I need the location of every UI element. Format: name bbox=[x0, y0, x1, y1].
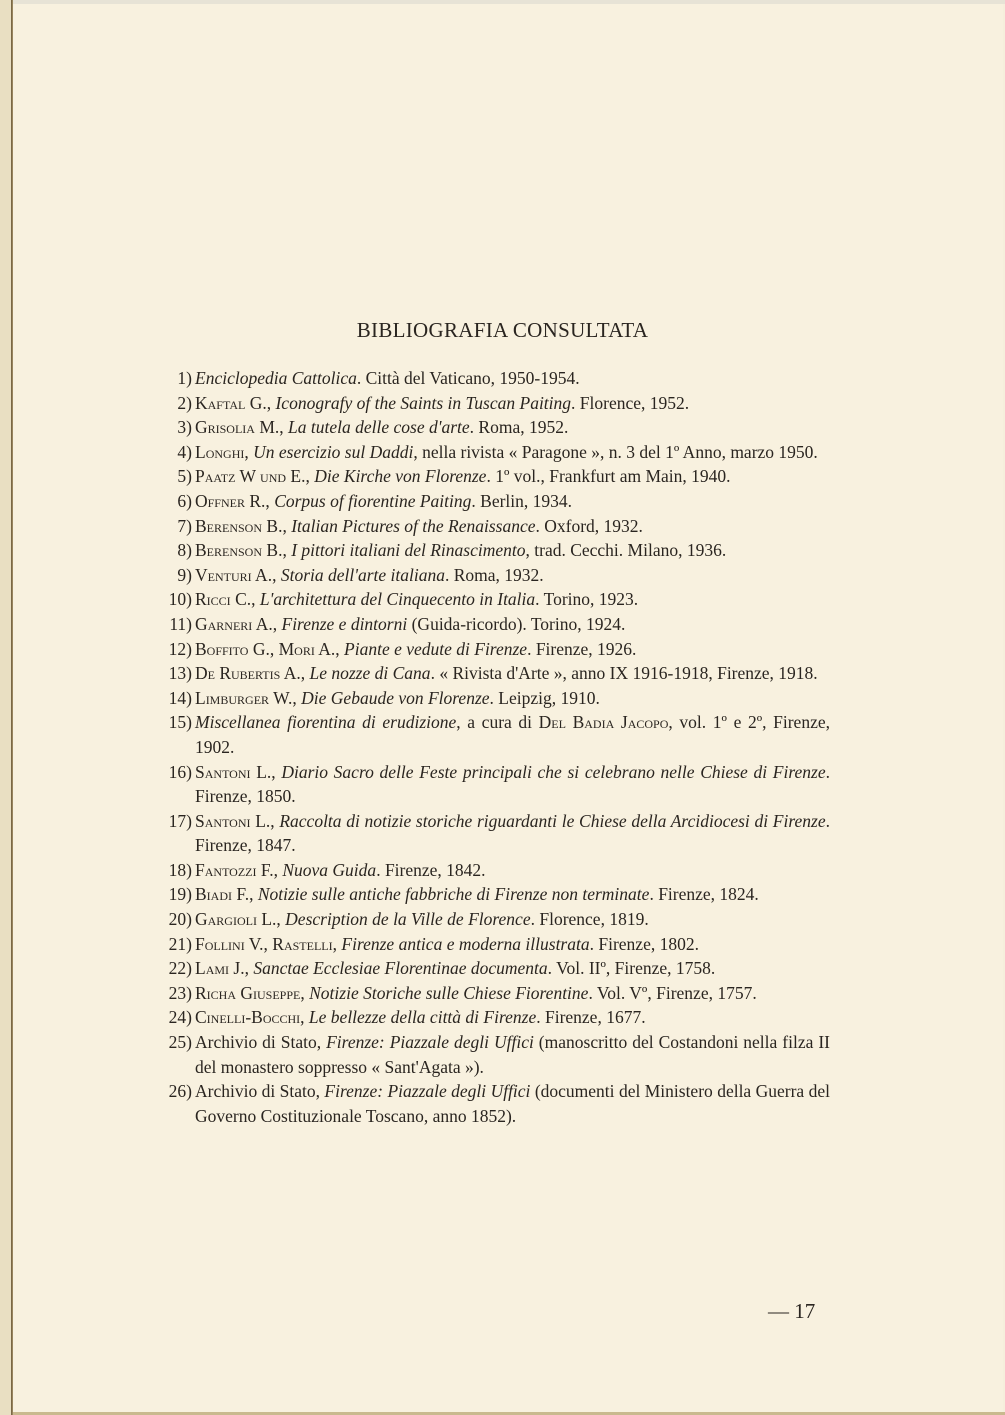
entry-text: , a cura di bbox=[456, 712, 539, 733]
entry-author: Fantozzi bbox=[195, 859, 257, 880]
entry-number: 2) bbox=[177, 392, 192, 413]
entry-title: Firenze antica e moderna illustrata bbox=[341, 933, 590, 954]
entry-text: . Roma, 1932. bbox=[445, 564, 544, 585]
entry-title: Description de la Ville de Florence bbox=[285, 909, 531, 930]
entry-text: . Torino, 1923. bbox=[535, 589, 639, 610]
entry-title: Le nozze di Cana bbox=[309, 663, 431, 684]
entry-text: E., bbox=[286, 466, 315, 487]
bibliography-entry bbox=[150, 563, 830, 588]
bibliography-entry bbox=[150, 1030, 830, 1079]
bibliography-entry bbox=[150, 489, 830, 514]
entry-number: 16) bbox=[168, 761, 192, 782]
entry-number: 23) bbox=[168, 982, 192, 1003]
entry-number: 12) bbox=[168, 638, 192, 659]
entry-title: Italian Pictures of the Renaissance bbox=[291, 515, 536, 536]
bibliography-entry bbox=[150, 686, 830, 711]
entry-number: 7) bbox=[177, 515, 192, 536]
bibliography-entry bbox=[150, 661, 830, 686]
entry-author: Limburger bbox=[195, 687, 270, 708]
bibliography-list bbox=[150, 366, 830, 1128]
entry-author: Garneri bbox=[195, 613, 253, 634]
entry-number: 9) bbox=[177, 564, 192, 585]
entry-title: Enciclopedia Cattolica bbox=[195, 368, 357, 388]
entry-number: 17) bbox=[168, 810, 192, 831]
entry-text: (Guida-ricordo). Torino, 1924. bbox=[407, 613, 626, 634]
entry-author: Offner bbox=[195, 490, 245, 511]
entry-author: und bbox=[260, 466, 287, 487]
entry-number: 8) bbox=[177, 540, 192, 561]
entry-text: . Oxford, 1932. bbox=[535, 515, 643, 536]
entry-author: Rastelli bbox=[272, 933, 333, 954]
bibliography-entry bbox=[150, 858, 830, 883]
entry-title: Storia dell'arte italiana bbox=[280, 564, 445, 585]
entry-text: . Firenze, 1850. bbox=[195, 761, 830, 807]
bibliography-entry bbox=[150, 932, 830, 957]
entry-text: . Firenze, 1824. bbox=[649, 884, 759, 905]
entry-text: J., bbox=[229, 958, 254, 979]
entry-text: , vol. 1º e 2º, Firenze, 1902. bbox=[195, 712, 830, 757]
entry-title: Le bellezze della città di Firenze bbox=[308, 1007, 537, 1028]
entry-text: . Firenze, 1677. bbox=[536, 1007, 646, 1028]
entry-author: De Rubertis bbox=[195, 663, 281, 684]
entry-number: 1) bbox=[177, 368, 192, 388]
entry-number: 21) bbox=[168, 933, 192, 954]
entry-author: Berenson bbox=[195, 540, 263, 561]
bibliography-entry bbox=[150, 612, 830, 637]
entry-text: . Vol. IIº, Firenze, 1758. bbox=[547, 958, 716, 979]
entry-text: . Vol. Vº, Firenze, 1757. bbox=[588, 982, 757, 1003]
entry-text: V., bbox=[244, 933, 273, 954]
entry-text: . Berlin, 1934. bbox=[471, 490, 573, 511]
bibliography-entry bbox=[150, 391, 830, 416]
entry-title: Raccolta di notizie storiche riguardanti le Chiese della Arcidiocesi di Firenze bbox=[279, 810, 826, 831]
entry-title: Notizie sulle antiche fabbriche di Firenze non terminate bbox=[257, 884, 650, 905]
entry-number: 5) bbox=[177, 466, 192, 487]
entry-number: 25) bbox=[168, 1032, 192, 1053]
entry-text: . Firenze, 1847. bbox=[195, 810, 830, 856]
entry-number: 18) bbox=[168, 859, 192, 880]
entry-title: Un esercizio sul Daddi bbox=[253, 441, 414, 462]
entry-author: Berenson bbox=[195, 515, 263, 536]
entry-text: , bbox=[244, 441, 254, 462]
bibliography-entry bbox=[150, 440, 830, 465]
entry-title: Notizie Storiche sulle Chiese Fiorentine bbox=[309, 982, 589, 1003]
entry-author: Boffito bbox=[195, 638, 249, 659]
entry-text: L., bbox=[256, 909, 286, 930]
entry-author: Kaftal bbox=[195, 392, 246, 413]
binding-strip bbox=[0, 0, 11, 1415]
entry-author: Biadi bbox=[195, 884, 232, 905]
entry-text: A., bbox=[314, 638, 345, 659]
entry-title: Sanctae Ecclesiae Florentinae documenta bbox=[253, 958, 548, 979]
entry-title: L'architettura del Cinquecento in Italia bbox=[259, 589, 536, 610]
entry-author: Gargioli bbox=[195, 909, 257, 930]
entry-text: F., bbox=[256, 859, 283, 880]
entry-text: , bbox=[300, 1007, 309, 1028]
bibliography-entry bbox=[150, 464, 830, 489]
entry-text: F., bbox=[232, 884, 258, 905]
entry-title: Piante e vedute di Firenze bbox=[344, 638, 528, 659]
bibliography-entry bbox=[150, 907, 830, 932]
entry-number: 22) bbox=[168, 958, 192, 979]
entry-author: Venturi bbox=[195, 564, 252, 585]
entry-author: Ricci bbox=[195, 589, 231, 610]
entry-title: Firenze: Piazzale degli Uffici bbox=[324, 1081, 531, 1102]
entry-author: Cinelli-Bocchi bbox=[195, 1007, 301, 1028]
bibliography-entry bbox=[150, 1005, 830, 1030]
entry-text: G., bbox=[245, 392, 276, 413]
entry-number: 13) bbox=[168, 663, 192, 684]
entry-text: (manoscritto del Costandoni nella filza II del monastero soppresso « Sant'Agata »). bbox=[195, 1032, 830, 1077]
page-title: BIBLIOGRAFIA CONSULTATA bbox=[356, 318, 649, 342]
bibliography-entry bbox=[150, 760, 830, 809]
entry-author: Mori bbox=[278, 638, 315, 659]
entry-author: Del Badia Jacopo bbox=[538, 712, 669, 733]
entry-text: . Leipzig, 1910. bbox=[489, 687, 600, 708]
entry-text: . 1º vol., Frankfurt am Main, 1940. bbox=[486, 466, 731, 487]
entry-text: W bbox=[235, 466, 261, 487]
bibliography-entry bbox=[150, 1079, 830, 1128]
entry-author: Santoni bbox=[195, 761, 251, 782]
page-number: — 17 bbox=[768, 1299, 816, 1323]
bibliography-entry bbox=[150, 956, 830, 981]
entry-text: , trad. Cecchi. Milano, 1936. bbox=[525, 540, 727, 561]
entry-number: 14) bbox=[168, 687, 192, 708]
entry-text: M., bbox=[254, 417, 289, 438]
entry-text: . Firenze, 1802. bbox=[589, 933, 699, 954]
bibliography-entry bbox=[150, 637, 830, 662]
entry-title: Die Kirche von Florenze bbox=[314, 466, 487, 487]
entry-text: L., bbox=[250, 810, 280, 831]
entry-text: Archivio di Stato, bbox=[195, 1081, 325, 1102]
entry-title: Die Gebaude von Florenze bbox=[301, 687, 490, 708]
entry-author: Paatz bbox=[195, 466, 236, 487]
entry-title: Nuova Guida bbox=[282, 859, 377, 880]
entry-author: Follini bbox=[195, 933, 245, 954]
entry-text: B., bbox=[262, 515, 292, 536]
entry-text: , bbox=[332, 933, 342, 954]
entry-text: . Città del Vaticano, 1950-1954. bbox=[356, 368, 580, 388]
bibliography-entry bbox=[150, 415, 830, 440]
entry-author: Longhi bbox=[195, 441, 245, 462]
entry-author: Grisolia bbox=[195, 417, 255, 438]
bibliography-entry bbox=[150, 809, 830, 858]
entry-text: C., bbox=[230, 589, 260, 610]
entry-author: Richa Giuseppe bbox=[195, 982, 301, 1003]
entry-author: Lami bbox=[195, 958, 230, 979]
bibliography-entry bbox=[150, 981, 830, 1006]
entry-text: , nella rivista « Paragone », n. 3 del 1º Anno, marzo 1950. bbox=[413, 441, 818, 462]
entry-text: . Florence, 1819. bbox=[530, 909, 649, 930]
entry-text: B., bbox=[262, 540, 292, 561]
entry-number: 19) bbox=[168, 884, 192, 905]
entry-title: Miscellanea fiorentina di erudizione bbox=[195, 712, 457, 733]
entry-text: (documenti del Ministero della Guerra del Governo Costituzionale Toscano, anno 1852). bbox=[195, 1081, 830, 1126]
entry-title: Diario Sacro delle Feste principali che si celebrano nelle Chiese di Firenze bbox=[281, 761, 826, 782]
entry-number: 11) bbox=[169, 613, 192, 634]
entry-text: W., bbox=[269, 687, 302, 708]
entry-text: , bbox=[300, 982, 310, 1003]
entry-text: . Florence, 1952. bbox=[571, 392, 690, 413]
entry-title: Iconografy of the Saints in Tuscan Paiting bbox=[275, 392, 572, 413]
entry-number: 24) bbox=[168, 1007, 192, 1028]
bibliography-entry bbox=[150, 366, 830, 391]
entry-number: 6) bbox=[177, 490, 192, 511]
entry-text: . Firenze, 1926. bbox=[527, 638, 637, 659]
entry-number: 10) bbox=[168, 589, 192, 610]
entry-title: Corpus of fiorentine Paiting bbox=[274, 490, 472, 511]
entry-author: Santoni bbox=[195, 810, 251, 831]
entry-text: Archivio di Stato, bbox=[195, 1032, 327, 1053]
entry-text: R., bbox=[245, 490, 275, 511]
bibliography-entry bbox=[150, 587, 830, 612]
entry-text: G., bbox=[248, 638, 279, 659]
entry-number: 26) bbox=[168, 1081, 192, 1102]
entry-text: L., bbox=[250, 761, 282, 782]
entry-title: La tutela delle cose d'arte bbox=[288, 417, 470, 438]
entry-number: 15) bbox=[168, 712, 192, 733]
bibliography-entry bbox=[150, 882, 830, 907]
entry-title: Firenze: Piazzale degli Uffici bbox=[326, 1032, 534, 1053]
bibliography-entry bbox=[150, 538, 830, 563]
bibliography-entry bbox=[150, 514, 830, 539]
entry-text: A., bbox=[251, 564, 281, 585]
bibliography-entry bbox=[150, 710, 830, 759]
entry-text: . Roma, 1952. bbox=[469, 417, 569, 438]
entry-title: I pittori italiani del Rinascimento bbox=[291, 540, 526, 561]
entry-number: 20) bbox=[168, 909, 192, 930]
entry-text: . « Rivista d'Arte », anno IX 1916-1918, Firenze, 1918. bbox=[430, 663, 818, 684]
entry-text: A., bbox=[280, 663, 310, 684]
entry-number: 4) bbox=[177, 441, 192, 462]
entry-number: 3) bbox=[177, 417, 192, 438]
entry-title: Firenze e dintorni bbox=[281, 613, 408, 634]
entry-text: A., bbox=[252, 613, 282, 634]
entry-text: . Firenze, 1842. bbox=[376, 859, 486, 880]
